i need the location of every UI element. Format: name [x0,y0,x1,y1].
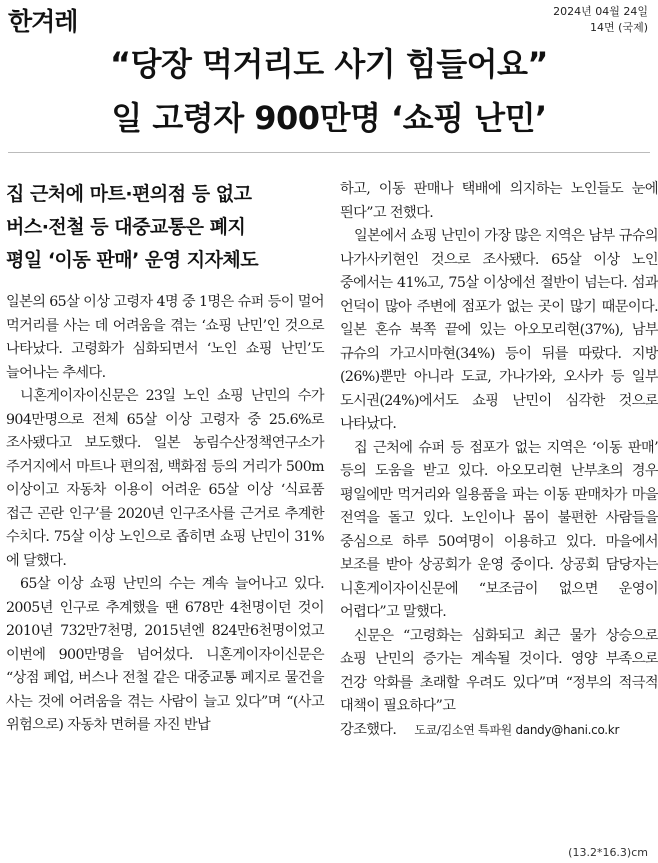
clipping-dimensions: (13.2*16.3)cm [568,846,648,859]
deck-subheadline [6,178,324,277]
body-paragraph: 하고, 이동 판매나 택배에 의지하는 노인들도 눈에 띈다”고 전했다. [340,181,658,221]
edition-info [553,4,648,36]
article-column-right [340,178,658,742]
headline-divider [8,152,650,153]
deck-line: 버스·전철 등 대중교통은 폐지 [6,216,246,238]
article-column-left [6,178,324,738]
closing-text: 강조했다. [340,721,397,738]
deck-line: 집 근처에 마트·편의점 등 없고 [6,183,252,205]
newspaper-masthead: 한겨레 [8,7,78,36]
edition-page: 14면 (국제) [590,21,648,34]
deck-line: 평일 ‘이동 판매’ 운영 지자체도 [6,249,259,271]
body-paragraph: 집 근처에 슈퍼 등 점포가 없는 지역은 ‘이동 판매’ 등의 도움을 받고 있다. 아오모리현 난부초의 경우 평일에만 먹거리와 일용품을 파는 이동 판매차가 마을 전역을 돌고 있다. 노인이나 몸이 불편한 사람들을 중심으로 하루 50여명이 이용하고 있다. 마을에서 보조를 받아 상공회가 운영 중이다. 상공회 담당자는 니혼게이자이신문에 “보조금이 없으면 운영이 어렵다”고 말했다. [340,439,658,620]
body-paragraph: 65살 이상 쇼핑 난민의 수는 계속 늘어나고 있다. 2005년 인구로 추계했을 땐 678만 4천명이던 것이 2010년 732만7천명, 2015년엔 824만6천명이었고 이번에 900만명을 넘어섰다. 니혼게이자이신문은 “상점 폐업, 버스나 전철 같은 대중교통 폐지로 물건을 사는 것에 어려움을 겪는 사람이 늘고 있다”며 “(사고 위험으로) 자동차 면허를 자진 반납 [6,576,324,733]
byline: 도쿄/김소연 특파원 dandy@hani.co.kr [414,722,620,737]
edition-date: 2024년 04월 24일 [553,5,648,18]
body-paragraph: 일본에서 쇼핑 난민이 가장 많은 지역은 남부 규슈의 나가사키현인 것으로 조사됐다. 65살 이상 노인 중에서는 41%고, 75살 이상에선 절반이 넘는다. 섬과 언덕이 많아 주변에 점포가 없는 곳이 많기 때문이다. 일본 혼슈 북쪽 끝에 있는 아오모리현(37%), 남부 규슈의 가고시마현(34%) 등이 뒤를 따랐다. 지방(26%)뿐만 아니라 도쿄, 가나가와, 오사카 등 일부 도시권(24%)에서도 쇼핑 난민이 심각한 것으로 나타났다. [340,228,658,432]
body-paragraph: 신문은 “고령화는 심화되고 최근 물가 상승으로 쇼핑 난민의 증가는 계속될 것이다. 영양 부족으로 건강 악화를 초래할 우려도 있다”며 “정부의 적극적 대책이 필요하다”고 [340,627,658,714]
body-paragraph: 니혼게이자이신문은 23일 노인 쇼핑 난민의 수가 904만명으로 전체 65살 이상 고령자 중 25.6%로 조사됐다고 보도했다. 일본 농림수산정책연구소가 주거지에서 마트나 편의점, 백화점 등의 거리가 500m 이상이고 자동차 이용이 어려운 65살 이상 ‘식료품 접근 곤란 인구’를 2020년 인구조사를 근거로 추계한 수치다. 75살 이상 노인으로 좁히면 쇼핑 난민이 31%에 달했다. [6,388,324,569]
body-paragraph: 일본의 65살 이상 고령자 4명 중 1명은 슈퍼 등이 멀어 먹거리를 사는 데 어려움을 겪는 ‘쇼핑 난민’인 것으로 나타났다. 고령화가 심화되면서 ‘노인 쇼핑 난민’도 늘어나는 추세다. [6,294,324,381]
headline-line-2: 일 고령자 900만명 ‘쇼핑 난민’ [111,99,547,137]
headline-line-1: “당장 먹거리도 사기 힘들어요” [110,45,548,83]
closing-line [340,719,658,743]
